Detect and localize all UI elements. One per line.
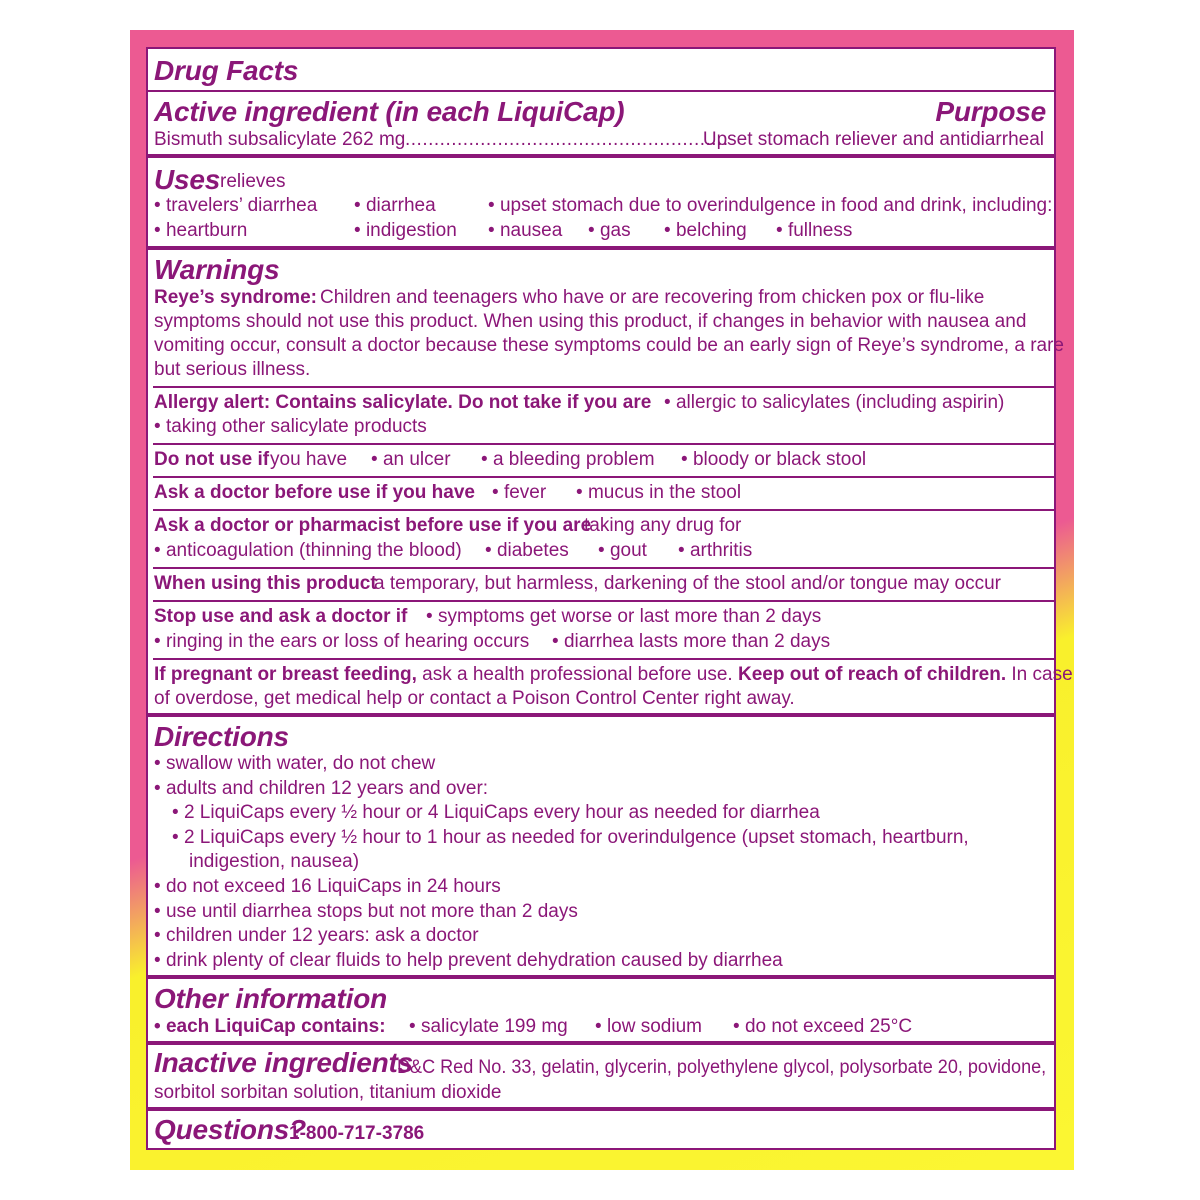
uses-item: • upset stomach due to overindulgence in food and drink, including: xyxy=(488,195,1052,217)
ask-pharmacist-item: • diabetes xyxy=(485,540,569,562)
do-not-use-item: • bloody or black stool xyxy=(681,449,866,471)
directions-item: • do not exceed 16 LiquiCaps in 24 hours xyxy=(154,876,501,898)
purpose-heading: Purpose xyxy=(935,96,1046,127)
ask-pharmacist-intro: taking any drug for xyxy=(584,515,742,536)
other-information-item: • low sodium xyxy=(595,1016,702,1038)
section-divider xyxy=(148,1041,1054,1045)
directions-item: • drink plenty of clear fluids to help prevent dehydration caused by diarrhea xyxy=(154,950,783,972)
divider xyxy=(153,658,1054,660)
directions-item: • adults and children 12 years and over: xyxy=(154,778,488,800)
other-information-label: • each LiquiCap contains: xyxy=(154,1016,386,1038)
dot-leader: ........................................................ xyxy=(405,129,729,150)
uses-item: • gas xyxy=(588,220,631,242)
directions-item: • use until diarrhea stops but not more than 2 days xyxy=(154,901,578,923)
divider xyxy=(153,509,1054,511)
ask-pharmacist-item: • arthritis xyxy=(678,540,752,562)
uses-item: • belching xyxy=(664,220,747,242)
stop-use-item: • ringing in the ears or loss of hearing occurs xyxy=(154,631,529,653)
uses-intro: relieves xyxy=(220,171,286,192)
keep-out-text: In case xyxy=(1011,664,1073,685)
when-using-label: When using this product xyxy=(154,573,377,594)
section-divider xyxy=(148,1107,1054,1111)
active-ingredient-name: Bismuth subsalicylate 262 mg xyxy=(154,129,406,150)
do-not-use-item: • a bleeding problem xyxy=(481,449,655,471)
uses-item: • travelers’ diarrhea xyxy=(154,195,317,217)
uses-item: • nausea xyxy=(488,220,562,242)
allergy-alert-label: Allergy alert: Contains salicylate. Do not take if you are xyxy=(154,392,652,413)
questions-phone: 1-800-717-3786 xyxy=(289,1123,425,1144)
directions-heading: Directions xyxy=(154,721,289,752)
section-divider xyxy=(148,975,1054,979)
active-ingredient-heading: Active ingredient (in each LiquiCap) xyxy=(154,96,625,127)
ask-pharmacist-item: • anticoagulation (thinning the blood) xyxy=(154,540,462,562)
divider xyxy=(153,476,1054,478)
ask-pharmacist-item: • gout xyxy=(598,540,647,562)
uses-item: • indigestion xyxy=(354,220,457,242)
stop-use-item: • diarrhea lasts more than 2 days xyxy=(552,631,830,653)
directions-item: • children under 12 years: ask a doctor xyxy=(154,925,479,947)
section-divider xyxy=(148,246,1054,250)
pregnancy-label: If pregnant or breast feeding, xyxy=(154,664,417,685)
divider xyxy=(153,567,1054,569)
allergy-item: • taking other salicylate products xyxy=(154,416,427,438)
keep-out-label: Keep out of reach of children. xyxy=(737,664,1007,685)
reye-text: but serious illness. xyxy=(154,359,311,380)
inactive-ingredients-heading: Inactive ingredients xyxy=(154,1047,413,1078)
section-divider xyxy=(148,154,1054,158)
reye-text: vomiting occur, consult a doctor because these symptoms could be an early sign of Reye’s syndrome, a rare xyxy=(154,335,1064,356)
drug-facts-panel xyxy=(146,47,1073,1150)
allergy-item: • allergic to salicylates (including aspirin) xyxy=(664,392,1004,414)
inactive-ingredients-text: D&C Red No. 33, gelatin, glycerin, polyethylene glycol, polysorbate 20, povidone, xyxy=(397,1057,1047,1078)
do-not-use-intro: you have xyxy=(270,449,348,470)
divider xyxy=(153,386,1054,388)
ask-doctor-item: • mucus in the stool xyxy=(576,482,741,504)
do-not-use-item: • an ulcer xyxy=(371,449,451,471)
uses-heading: Uses xyxy=(154,164,221,195)
uses-item: • fullness xyxy=(776,220,852,242)
directions-subitem: • 2 LiquiCaps every ½ hour to 1 hour as needed for overindulgence (upset stomach, heartburn, xyxy=(172,827,969,849)
stop-use-item: • symptoms get worse or last more than 2 days xyxy=(426,606,821,628)
when-using-text: a temporary, but harmless, darkening of the stool and/or tongue may occur xyxy=(374,573,1001,594)
drug-facts-title: Drug Facts xyxy=(154,55,299,86)
reye-text: symptoms should not use this product. When using this product, if changes in behavior with nausea and xyxy=(154,311,1027,332)
section-divider xyxy=(148,713,1054,717)
divider xyxy=(153,600,1054,602)
uses-item: • heartburn xyxy=(154,220,247,242)
other-information-item: • do not exceed 25°C xyxy=(733,1016,912,1038)
divider xyxy=(153,443,1054,445)
active-purpose: Upset stomach reliever and antidiarrheal xyxy=(702,129,1044,150)
other-information-heading: Other information xyxy=(154,983,388,1014)
divider xyxy=(148,90,1054,92)
other-information-item: • salicylate 199 mg xyxy=(409,1016,568,1038)
reye-text: Children and teenagers who have or are recovering from chicken pox or flu-like xyxy=(320,287,985,308)
pregnancy-text: ask a health professional before use. xyxy=(422,664,733,685)
pregnancy-warning xyxy=(154,664,1073,686)
stop-use-label: Stop use and ask a doctor if xyxy=(154,606,408,627)
reye-label: Reye’s syndrome: xyxy=(154,287,317,308)
ask-doctor-label: Ask a doctor before use if you have xyxy=(154,482,475,503)
ask-doctor-item: • fever xyxy=(492,482,546,504)
ask-pharmacist-label: Ask a doctor or pharmacist before use if you are xyxy=(154,515,592,536)
directions-item: • swallow with water, do not chew xyxy=(154,753,435,775)
directions-subitem: • 2 LiquiCaps every ½ hour or 4 LiquiCaps every hour as needed for diarrhea xyxy=(172,802,820,824)
questions-heading: Questions? xyxy=(154,1114,307,1145)
directions-subitem-continued: indigestion, nausea) xyxy=(189,851,360,872)
uses-item: • diarrhea xyxy=(354,195,436,217)
do-not-use-label: Do not use if xyxy=(154,449,270,470)
inactive-ingredients-text: sorbitol sorbitan solution, titanium dioxide xyxy=(154,1082,502,1103)
overdose-text: of overdose, get medical help or contact a Poison Control Center right away. xyxy=(154,688,795,709)
warnings-heading: Warnings xyxy=(154,254,280,285)
